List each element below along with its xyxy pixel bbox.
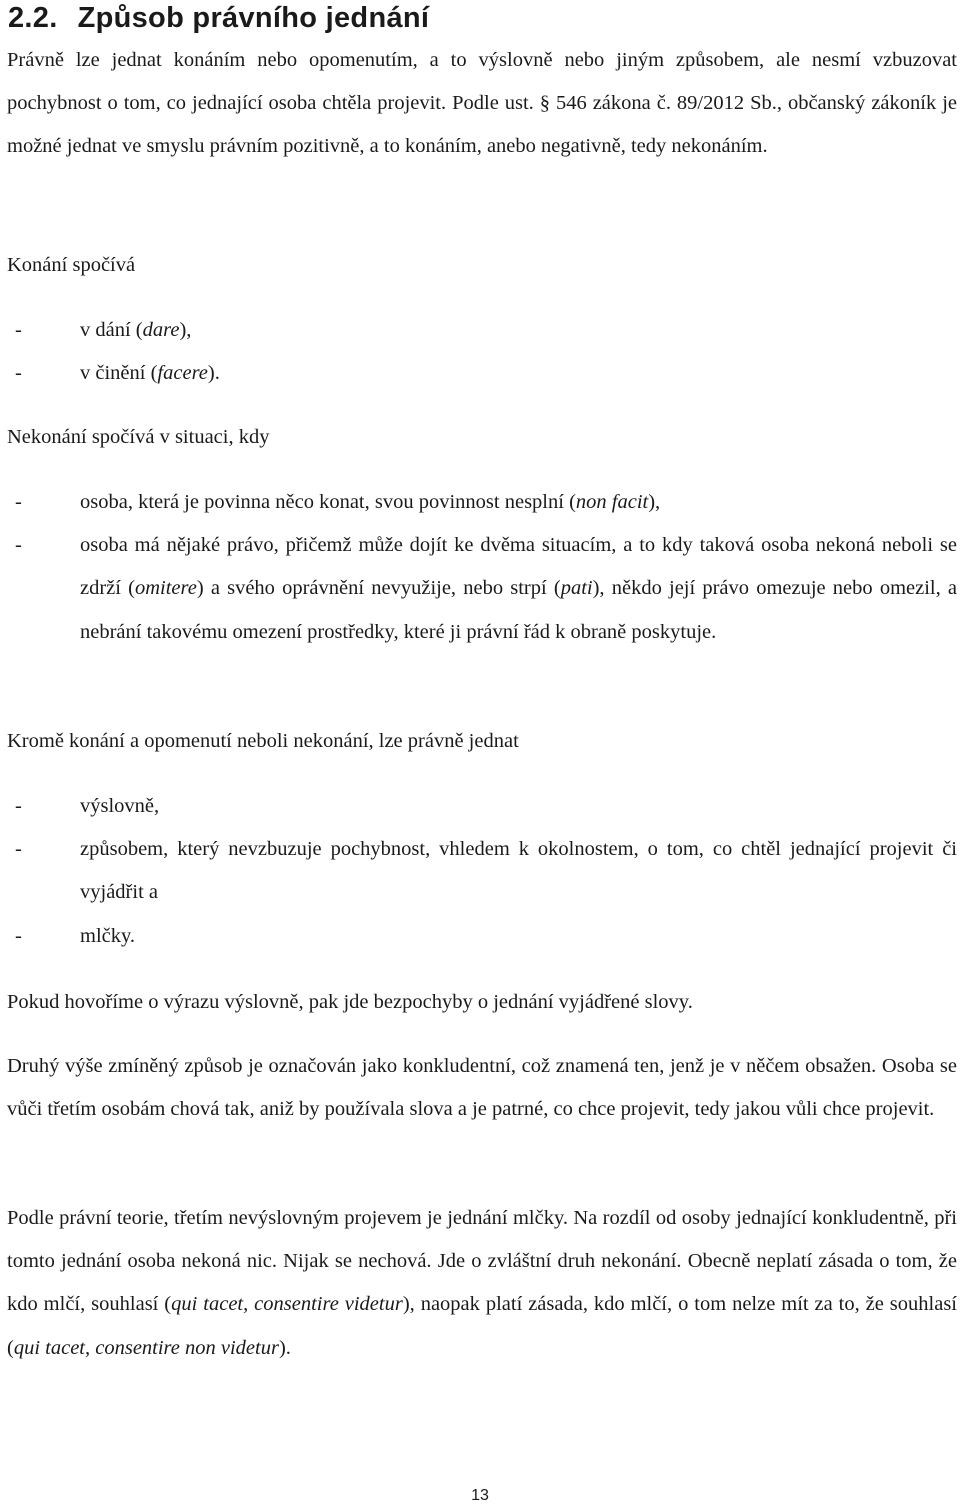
paragraph-text: 546 zákona č. 89/2012 Sb., občanský zákoník je možné jednat ve smyslu právním pozitivně, a to konáním, anebo negativně, tedy nekonáním.: [7, 92, 957, 158]
paragraph-text: ), naopak platí zásada, kdo mlčí, o tom nelze mít za to, že souhlasí (: [7, 1293, 957, 1359]
list-item: [7, 352, 957, 395]
paragraph-vyslovne: Pokud hovoříme o výrazu výslovně, pak jde bezpochyby o jednání vyjádřené slovy.: [7, 991, 693, 1013]
latin-maxim: qui tacet, consentire videtur: [171, 1293, 403, 1316]
list-dash: -: [15, 319, 22, 341]
latin-term: omitere: [134, 577, 197, 600]
list-item-text: v dání (: [80, 319, 143, 341]
latin-term: dare: [142, 319, 180, 341]
list-dash: -: [15, 491, 22, 513]
latin-term: non facit: [575, 491, 649, 513]
paragraph-intro: [7, 39, 957, 169]
list-item: [7, 309, 957, 352]
latin-maxim: qui tacet, consentire non videtur: [13, 1336, 279, 1359]
list-dash: -: [15, 838, 22, 861]
paragraph-text: Podle právní teorie, třetím nevýslovným projevem je jednání mlčky. Na rozdíl od osoby jednající konkludentně, při tomto jednání osoba nekoná nic. Nijak se nechová. Jde o zvláštní druh nekonání. Obecně neplatí zásada o tom, že kdo mlčí, souhlasí (: [7, 1207, 957, 1316]
list-item-text: výslovně,: [80, 795, 160, 817]
list-item-text: způsobem, který nevzbuzuje pochybnost, vhledem k okolnostem, o tom, co chtěl jednající projevit či vyjádřit a: [80, 838, 957, 904]
list-item-text: ),: [179, 319, 192, 341]
paragraph-konkludentni: Druhý výše zmíněný způsob je označován jako konkludentní, což znamená ten, jenž je v něčem obsažen. Osoba se vůči třetím osobám chová tak, aniž by používala slova a je patrné, co chce projevit, tedy jakou vůli chce projevit.: [7, 1055, 957, 1121]
list-item-text: ).: [207, 362, 220, 385]
list-zpusoby: [7, 785, 957, 958]
latin-term: facere: [157, 362, 208, 385]
paragraph-konani: Konání spočívá: [7, 254, 136, 276]
list-item-text: ) a svého oprávnění nevyužije, nebo strpí (: [196, 577, 561, 600]
list-item-text: osoba, která je povinna něco konat, svou povinnost nesplní (: [80, 491, 576, 513]
list-item: [7, 481, 957, 524]
list-konani: [7, 309, 957, 395]
section-heading: [8, 0, 429, 36]
list-item: [7, 828, 957, 914]
list-dash: -: [15, 795, 22, 817]
list-dash: -: [15, 362, 22, 385]
list-item-text: ),: [648, 491, 661, 513]
paragraph-krome: Kromě konání a opomenutí neboli nekonání, lze právně jednat: [7, 730, 519, 752]
list-item: [7, 524, 957, 654]
list-item-text: ), někdo její právo omezuje nebo omezil, a nebrání takovému omezení prostředky, které ji právní řád k obraně poskytuje.: [80, 577, 958, 643]
list-item-text: mlčky.: [80, 924, 136, 947]
list-item: [7, 785, 957, 828]
list-item-text: v činění (: [80, 362, 158, 385]
section-sign: §: [539, 92, 551, 115]
list-item: [7, 915, 957, 958]
page-number: 13: [471, 1487, 489, 1504]
latin-term: pati: [560, 577, 593, 600]
list-dash: -: [15, 924, 22, 947]
section-number: 2.2.: [8, 2, 58, 34]
list-nekonani: [7, 481, 957, 654]
section-title: Způsob právního jednání: [77, 2, 430, 34]
list-item-text: osoba má nějaké právo, přičemž může dojít ke dvěma situacím, a to kdy taková osoba nekoná neboli se zdrží (: [80, 534, 957, 600]
paragraph-nekonani: Nekonání spočívá v situaci, kdy: [7, 426, 270, 448]
paragraph-mlcky: [7, 1197, 957, 1370]
list-dash: -: [15, 534, 22, 557]
paragraph-text: ).: [278, 1336, 291, 1359]
paragraph-text: Právně lze jednat konáním nebo opomenutím, a to výslovně nebo jiným způsobem, ale nesmí vzbuzovat pochybnost o tom, co jednající osoba chtěla projevit. Podle ust.: [7, 49, 957, 115]
